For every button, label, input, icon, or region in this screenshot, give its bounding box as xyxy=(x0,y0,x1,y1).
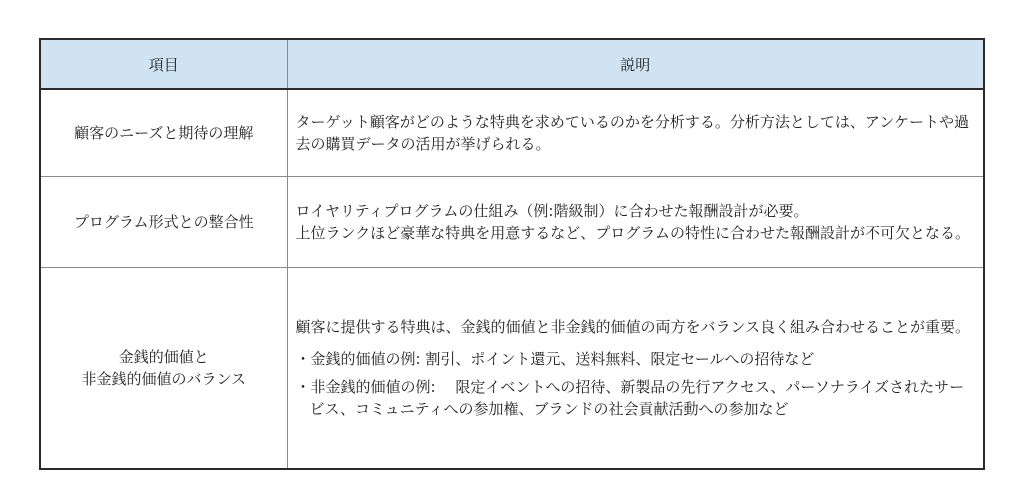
info-table xyxy=(41,40,983,468)
table-header-row xyxy=(41,40,983,89)
row-3-item xyxy=(41,268,287,469)
row-3-description-intro: 顧客に提供する特典は、金銭的価値と非金銭的価値の両方をバランス良く組み合わせることが重要。 xyxy=(295,318,971,336)
row-3-description xyxy=(287,268,983,469)
row-1-description xyxy=(287,89,983,177)
header-item: 項目 xyxy=(41,40,287,89)
row-3-bullet-non-monetary: ・非金銭的価値の例: 限定イベントへの招待、新製品の先行アクセス、パーソナライズされたサービス、コミュニティへの参加権、ブランドの社会貢献活動への参加など xyxy=(295,378,965,418)
row-2-item: プログラム形式との整合性 xyxy=(41,177,287,268)
row-3-item-line-2: 非金銭的価値のバランス xyxy=(81,370,247,388)
info-table-frame xyxy=(39,38,985,470)
row-1-item: 顧客のニーズと期待の理解 xyxy=(41,89,287,177)
row-2-description-line-1: ロイヤリティプログラムの仕組み（例:階級制）に合わせた報酬設計が必要。 xyxy=(295,202,809,220)
row-2-description-line-2: 上位ランクほど豪華な特典を用意するなど、プログラムの特性に合わせた報酬設計が不可欠となる。 xyxy=(295,224,971,242)
header-description: 説明 xyxy=(287,40,983,89)
row-1-description-text: ターゲット顧客がどのような特典を求めているのかを分析する。分析方法としては、アンケートや過去の購買データの活用が挙げられる。 xyxy=(295,113,970,153)
table-row xyxy=(41,268,983,469)
row-3-bullet-monetary: ・金銭的価値の例: 割引、ポイント還元、送料無料、限定セールへの招待など xyxy=(295,350,815,368)
table-row xyxy=(41,89,983,177)
table-row xyxy=(41,177,983,268)
row-2-description xyxy=(287,177,983,268)
row-3-item-line-1: 金銭的価値と xyxy=(118,348,209,366)
